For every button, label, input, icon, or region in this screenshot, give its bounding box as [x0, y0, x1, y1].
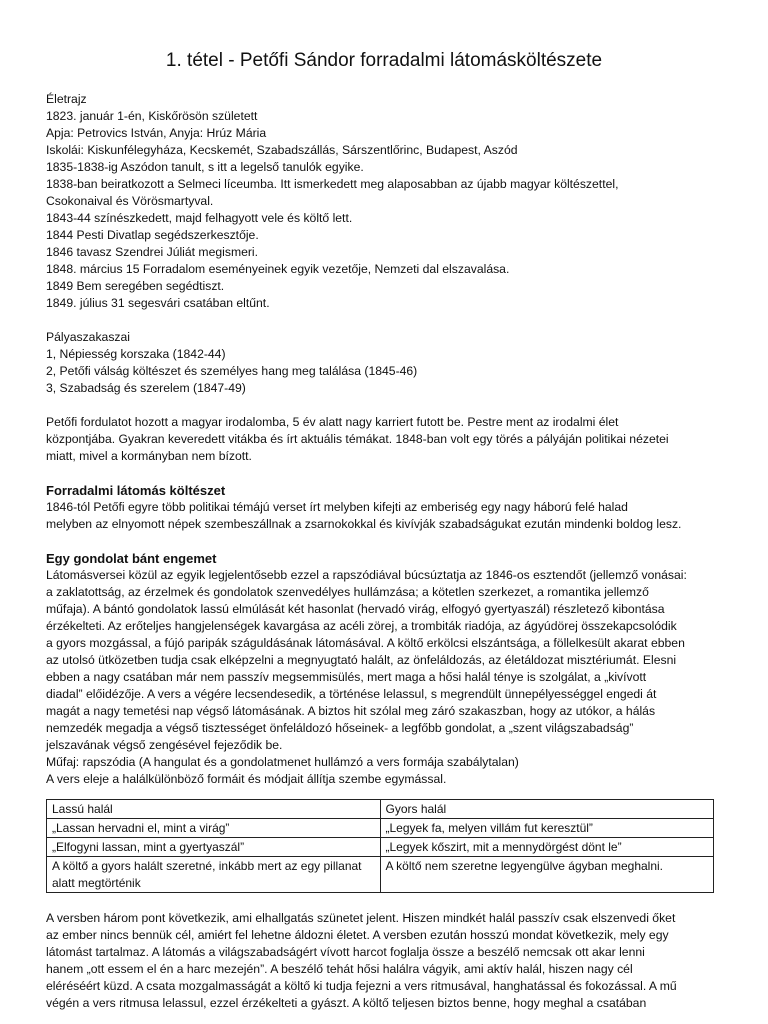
section-line: Műfaj: rapszódia (A hangulat és a gondolatmenet hullámzó a vers formája szabálytalan) [46, 755, 519, 769]
section-line: érzékelteti. Az erőteljes hangjelenségek kavargása az acéli zörej, a trombiták riadója, az ágyúdörej összekapcsolódik [46, 619, 677, 633]
section-line: Látomásversei közül az egyik legjelentősebb ezzel a rapszódiával búcsúztatja az 1846-os esztendőt (jellemző vonásai: [46, 568, 687, 582]
table-cell: „Legyek fa, melyen villám fut keresztül” [380, 819, 714, 838]
career-line: 1, Népiesség korszaka (1842-44) [46, 347, 226, 361]
biography-line: 1848. március 15 Forradalom eseményeinek egyik vezetője, Nemzeti dal elszavalása. [46, 262, 510, 276]
section-line: nemzedék megadja a végső tisztességet önfeláldozó hőseinek- a legfőbb gondolat, a „szent világszabadság” [46, 721, 634, 735]
closing-line: végén a vers ritmusa lelassul, ezzel érzékelteti a gyászt. A költő teljesen biztos benne, hogy meghal a csatában [46, 996, 647, 1010]
section-line: magát a nagy temetési nap végső látomásának. A biztos hit szólal meg záró szakaszban, hogy az utókor, a hálás [46, 704, 656, 718]
career-line: 3, Szabadság és szerelem (1847-49) [46, 381, 246, 395]
table-cell: Lassú halál [47, 800, 381, 819]
section-line: melyben az elnyomott népek szembeszállnak a zsarnokokkal és kivívják szabadságukat ezután mindenki boldog lesz. [46, 517, 682, 531]
table-row [47, 857, 714, 893]
intro-line: miatt, mivel a kormányban nem bízott. [46, 449, 252, 463]
section-line: diadal” előidézője. A vers a végére lecsendesedik, a történése lelassul, s megrendült ünnepélyességgel engedi át [46, 687, 657, 701]
spacer [46, 533, 736, 550]
biography-line: 1846 tavasz Szendrei Júliát megismeri. [46, 245, 259, 259]
table-row [47, 800, 714, 819]
biography-line: 1843-44 színészkedett, majd felhagyott vele és költő lett. [46, 211, 353, 225]
section-heading-poem: Egy gondolat bánt engemet [46, 551, 217, 566]
biography-heading: Életrajz [46, 92, 87, 106]
biography-line: 1823. január 1-én, Kiskőrösön született [46, 109, 258, 123]
career-line: 2, Petőfi válság költészet és személyes hang meg találása (1845-46) [46, 364, 418, 378]
biography-line: Iskolái: Kiskunfélegyháza, Kecskemét, Szabadszállás, Sárszentlőrinc, Budapest, Aszód [46, 143, 518, 157]
section-heading-revolutionary-vision: Forradalmi látomás költészet [46, 483, 226, 498]
biography-line: 1838-ban beiratkozott a Selmeci líceumba. Itt ismerkedett meg alaposabban az újabb magyar költészettel, [46, 177, 619, 191]
closing-line: hanem „ott essem el én a harc mezején”. A beszélő tehát hősi halálra vágyik, ami aktív halál, hiszen nagy cél [46, 962, 633, 976]
page-title: 1. tétel - Petőfi Sándor forradalmi látomásköltészete [165, 50, 603, 71]
spacer [46, 312, 736, 329]
table-cell: „Lassan hervadni el, mint a virág” [47, 819, 381, 838]
closing-line: A versben három pont következik, ami elhallgatás szünetet jelent. Hiszen mindkét halál passzív csak elszenvedi őket [46, 911, 676, 925]
biography-line: 1844 Pesti Divatlap segédszerkesztője. [46, 228, 259, 242]
spacer [46, 397, 736, 414]
table-row [47, 838, 714, 857]
document-body [46, 91, 736, 1012]
career-heading: Pályaszakaszai [46, 330, 130, 344]
closing-line: eléréséért küzd. A csata mozgalmasságát a költő ki tudja fejezni a vers ritmusával, hanghatással és fokozással. A mű [46, 979, 677, 993]
table-cell: „Legyek kőszirt, mit a mennydörgést dönt le” [380, 838, 714, 857]
biography-line: 1835-1838-ig Aszódon tanult, s itt a legelső tanulók egyike. [46, 160, 364, 174]
section-line: a zaklatottság, az érzelmek és gondolatok szenvedélyes hullámzása; a kötetlen szerkezet, a romantika jellemző [46, 585, 649, 599]
section-line: 1846-tól Petőfi egyre több politikai témájú verset írt melyben kifejti az emberiség egy nagy háború felé halad [46, 500, 628, 514]
table-cell: A költő a gyors halált szeretné, inkább mert az egy pillanat alatt megtörténik [47, 857, 381, 893]
spacer [46, 893, 736, 910]
biography-line: Apja: Petrovics István, Anyja: Hrúz Mária [46, 126, 267, 140]
closing-line: látomást tartalmaz. A látomás a világszabadságért vívott harcot foglalja össze a beszélő nemcsak ott akar lenni [46, 945, 645, 959]
section-line: a gyors mozgással, a fújó paripák száguldásának látomásával. A költő erkölcsi elszántsága, a föllelkesült akarat ebben [46, 636, 685, 650]
table-cell: „Elfogyni lassan, mint a gyertyaszál” [47, 838, 381, 857]
section-line: az utolsó ütközetben tudja csak elképzelni a megnyugtató halált, az önfeláldozás, az életáldozat misztériumát. Elesni [46, 653, 677, 667]
table-cell: A költő nem szeretne legyengülve ágyban meghalni. [380, 857, 714, 893]
table-row [47, 819, 714, 838]
death-comparison-table [46, 799, 714, 893]
intro-line: központjába. Gyakran keveredett vitákba és írt aktuális témákat. 1848-ban volt egy törés a pályáján politikai nézetei [46, 432, 669, 446]
biography-line: 1849. július 31 segesvári csatában eltűnt. [46, 296, 270, 310]
closing-line: az ember nincs bennük cél, amiért fel lehetne áldozni életet. A versben ezután hosszú mondat következik, mely egy [46, 928, 669, 942]
biography-line: 1849 Bem seregében segédtiszt. [46, 279, 225, 293]
section-line: műfaja). A bántó gondolatok lassú elmúlását két hasonlat (hervadó virág, elfogyó gyertyaszál) részletező kibontása [46, 602, 665, 616]
section-line: ebben a nagy csatában már nem passzív megsemmisülés, mert maga a hősi halál ténye is szolgálat, a „kivívott [46, 670, 647, 684]
table-cell: Gyors halál [380, 800, 714, 819]
biography-line: Csokonaival és Vörösmartyval. [46, 194, 214, 208]
intro-line: Petőfi fordulatot hozott a magyar irodalomba, 5 év alatt nagy karriert futott be. Pestre ment az irodalmi élet [46, 415, 619, 429]
spacer [46, 465, 736, 482]
section-line: A vers eleje a halálkülönböző formáit és módjait állítja szembe egymással. [46, 772, 447, 786]
section-line: jelszavának végső zengésével fejeződik be. [46, 738, 283, 752]
